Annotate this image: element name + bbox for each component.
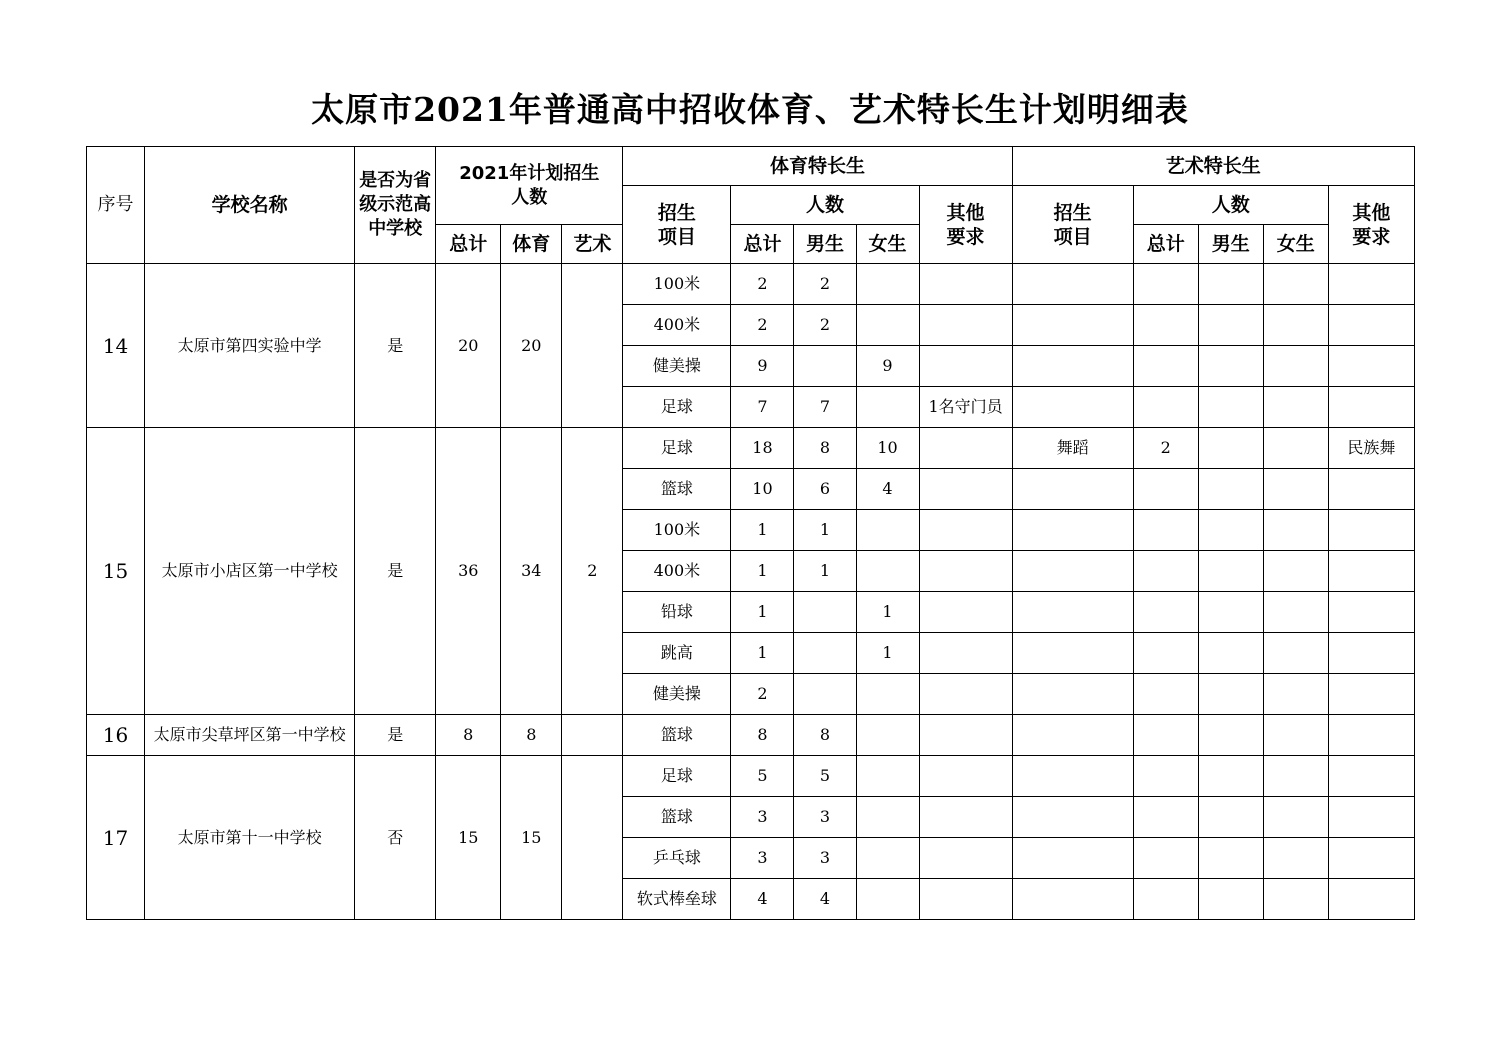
sport-total-cell: 2 [731, 305, 794, 346]
sport-male-cell: 8 [794, 715, 856, 756]
sport-other-cell [919, 633, 1012, 674]
header-art-female: 女生 [1263, 225, 1328, 264]
art-item-cell [1012, 838, 1133, 879]
art-total-cell [1133, 838, 1198, 879]
art-female-cell [1263, 879, 1328, 920]
table-row [87, 264, 1415, 305]
art-item-cell [1012, 510, 1133, 551]
art-other-cell [1328, 633, 1414, 674]
sport-total-cell: 9 [731, 346, 794, 387]
art-male-cell [1198, 387, 1263, 428]
art-total-cell [1133, 346, 1198, 387]
art-total-cell [1133, 510, 1198, 551]
sport-item-cell: 跳高 [623, 633, 731, 674]
art-item-cell [1012, 674, 1133, 715]
sport-total-cell: 2 [731, 264, 794, 305]
art-male-cell [1198, 592, 1263, 633]
sport-other-cell [919, 797, 1012, 838]
art-male-cell [1198, 674, 1263, 715]
sport-item-cell: 铅球 [623, 592, 731, 633]
art-other-cell [1328, 469, 1414, 510]
sport-item-cell: 健美操 [623, 346, 731, 387]
sport-item-cell: 足球 [623, 428, 731, 469]
sport-item-cell: 篮球 [623, 715, 731, 756]
plan-sport: 20 [501, 264, 562, 428]
art-other-cell [1328, 510, 1414, 551]
sport-item-cell: 100米 [623, 264, 731, 305]
sport-male-cell: 1 [794, 510, 856, 551]
art-female-cell [1263, 715, 1328, 756]
sport-total-cell: 4 [731, 879, 794, 920]
sport-male-cell: 7 [794, 387, 856, 428]
sport-other-cell [919, 838, 1012, 879]
art-male-cell [1198, 469, 1263, 510]
art-total-cell [1133, 715, 1198, 756]
school-seq: 15 [87, 428, 145, 715]
header-plan-sport: 体育 [501, 225, 562, 264]
header-plan-2021: 2021年计划招生人数 [436, 147, 623, 225]
school-seq: 17 [87, 756, 145, 920]
header-art-other: 其他要求 [1328, 186, 1414, 264]
art-male-cell [1198, 797, 1263, 838]
header-art-total: 总计 [1133, 225, 1198, 264]
table-body [87, 264, 1415, 920]
demo-flag: 是 [355, 264, 436, 428]
art-total-cell [1133, 879, 1198, 920]
sport-total-cell: 7 [731, 387, 794, 428]
art-total-cell [1133, 305, 1198, 346]
art-female-cell [1263, 756, 1328, 797]
sport-female-cell: 1 [856, 592, 919, 633]
art-total-cell [1133, 592, 1198, 633]
sport-total-cell: 18 [731, 428, 794, 469]
plan-total: 8 [436, 715, 501, 756]
header-sport-group: 体育特长生 [623, 147, 1012, 186]
art-male-cell [1198, 715, 1263, 756]
plan-sport: 8 [501, 715, 562, 756]
art-male-cell [1198, 756, 1263, 797]
art-total-cell [1133, 387, 1198, 428]
art-item-cell [1012, 797, 1133, 838]
art-other-cell [1328, 756, 1414, 797]
sport-other-cell [919, 674, 1012, 715]
header-sport-male: 男生 [794, 225, 856, 264]
art-item-cell [1012, 469, 1133, 510]
art-female-cell [1263, 510, 1328, 551]
art-other-cell [1328, 346, 1414, 387]
sport-other-cell [919, 346, 1012, 387]
art-male-cell [1198, 305, 1263, 346]
art-item-cell [1012, 551, 1133, 592]
sport-total-cell: 3 [731, 838, 794, 879]
art-total-cell: 2 [1133, 428, 1198, 469]
art-female-cell [1263, 264, 1328, 305]
sport-male-cell: 3 [794, 838, 856, 879]
school-name: 太原市尖草坪区第一中学校 [145, 715, 355, 756]
sport-total-cell: 2 [731, 674, 794, 715]
art-item-cell [1012, 305, 1133, 346]
art-total-cell [1133, 551, 1198, 592]
sport-male-cell: 3 [794, 797, 856, 838]
sport-item-cell: 篮球 [623, 469, 731, 510]
school-seq: 16 [87, 715, 145, 756]
header-art-item: 招生项目 [1012, 186, 1133, 264]
header-plan-art: 艺术 [562, 225, 623, 264]
sport-female-cell [856, 305, 919, 346]
sport-item-cell: 400米 [623, 551, 731, 592]
sport-female-cell [856, 387, 919, 428]
sport-female-cell [856, 797, 919, 838]
header-sport-count: 人数 [731, 186, 919, 225]
sport-male-cell [794, 674, 856, 715]
header-sport-item: 招生项目 [623, 186, 731, 264]
header-art-male: 男生 [1198, 225, 1263, 264]
table-row [87, 756, 1415, 797]
sport-item-cell: 健美操 [623, 674, 731, 715]
sport-male-cell [794, 633, 856, 674]
sport-male-cell: 5 [794, 756, 856, 797]
sport-total-cell: 3 [731, 797, 794, 838]
sport-female-cell: 10 [856, 428, 919, 469]
art-female-cell [1263, 674, 1328, 715]
plan-art [562, 264, 623, 428]
sport-female-cell [856, 674, 919, 715]
table-header [87, 147, 1415, 264]
school-name: 太原市第四实验中学 [145, 264, 355, 428]
table-row [87, 428, 1415, 469]
art-total-cell [1133, 633, 1198, 674]
art-other-cell [1328, 838, 1414, 879]
header-sport-other: 其他要求 [919, 186, 1012, 264]
art-item-cell [1012, 387, 1133, 428]
art-female-cell [1263, 592, 1328, 633]
header-sport-female: 女生 [856, 225, 919, 264]
sport-item-cell: 足球 [623, 387, 731, 428]
art-female-cell [1263, 469, 1328, 510]
sport-total-cell: 5 [731, 756, 794, 797]
sport-female-cell: 4 [856, 469, 919, 510]
sport-female-cell [856, 756, 919, 797]
sport-female-cell [856, 510, 919, 551]
art-female-cell [1263, 633, 1328, 674]
sport-female-cell [856, 264, 919, 305]
plan-table [86, 146, 1415, 920]
sport-total-cell: 1 [731, 633, 794, 674]
sport-total-cell: 10 [731, 469, 794, 510]
page-title: 太原市2021年普通高中招收体育、艺术特长生计划明细表 [311, 90, 1189, 129]
plan-sport: 15 [501, 756, 562, 920]
sport-total-cell: 8 [731, 715, 794, 756]
sport-item-cell: 100米 [623, 510, 731, 551]
art-male-cell [1198, 551, 1263, 592]
header-school-name: 学校名称 [145, 147, 355, 264]
sport-item-cell: 篮球 [623, 797, 731, 838]
sport-female-cell: 1 [856, 633, 919, 674]
plan-art [562, 756, 623, 920]
art-other-cell [1328, 305, 1414, 346]
demo-flag: 否 [355, 756, 436, 920]
sport-other-cell [919, 592, 1012, 633]
art-female-cell [1263, 551, 1328, 592]
art-other-cell [1328, 264, 1414, 305]
art-item-cell [1012, 715, 1133, 756]
sport-other-cell [919, 551, 1012, 592]
plan-total: 36 [436, 428, 501, 715]
sport-other-cell: 1名守门员 [919, 387, 1012, 428]
art-total-cell [1133, 674, 1198, 715]
sport-other-cell [919, 469, 1012, 510]
sport-male-cell: 6 [794, 469, 856, 510]
art-male-cell [1198, 633, 1263, 674]
art-item-cell [1012, 879, 1133, 920]
sport-total-cell: 1 [731, 551, 794, 592]
school-name: 太原市第十一中学校 [145, 756, 355, 920]
art-male-cell [1198, 428, 1263, 469]
art-total-cell [1133, 469, 1198, 510]
sport-female-cell [856, 879, 919, 920]
art-female-cell [1263, 346, 1328, 387]
sport-female-cell [856, 551, 919, 592]
art-male-cell [1198, 879, 1263, 920]
art-total-cell [1133, 264, 1198, 305]
sport-other-cell [919, 510, 1012, 551]
sport-other-cell [919, 756, 1012, 797]
art-item-cell: 舞蹈 [1012, 428, 1133, 469]
art-total-cell [1133, 756, 1198, 797]
plan-sport: 34 [501, 428, 562, 715]
sport-male-cell: 2 [794, 305, 856, 346]
table-row [87, 715, 1415, 756]
art-item-cell [1012, 346, 1133, 387]
art-male-cell [1198, 510, 1263, 551]
art-item-cell [1012, 592, 1133, 633]
art-item-cell [1012, 264, 1133, 305]
art-total-cell [1133, 797, 1198, 838]
art-male-cell [1198, 264, 1263, 305]
plan-total: 15 [436, 756, 501, 920]
header-seq: 序号 [87, 147, 145, 264]
plan-art [562, 715, 623, 756]
plan-total: 20 [436, 264, 501, 428]
sport-other-cell [919, 305, 1012, 346]
sport-male-cell: 2 [794, 264, 856, 305]
sport-male-cell: 1 [794, 551, 856, 592]
school-name: 太原市小店区第一中学校 [145, 428, 355, 715]
art-female-cell [1263, 797, 1328, 838]
sport-item-cell: 乒乓球 [623, 838, 731, 879]
art-item-cell [1012, 633, 1133, 674]
header-art-group: 艺术特长生 [1012, 147, 1414, 186]
sport-other-cell [919, 715, 1012, 756]
sport-male-cell: 4 [794, 879, 856, 920]
sport-total-cell: 1 [731, 510, 794, 551]
sport-other-cell [919, 428, 1012, 469]
art-other-cell [1328, 879, 1414, 920]
sport-male-cell [794, 346, 856, 387]
art-female-cell [1263, 387, 1328, 428]
sport-male-cell: 8 [794, 428, 856, 469]
header-plan-total: 总计 [436, 225, 501, 264]
art-other-cell [1328, 674, 1414, 715]
header-demo-school: 是否为省级示范高中学校 [355, 147, 436, 264]
art-female-cell [1263, 428, 1328, 469]
sport-total-cell: 1 [731, 592, 794, 633]
demo-flag: 是 [355, 428, 436, 715]
art-other-cell [1328, 551, 1414, 592]
art-female-cell [1263, 838, 1328, 879]
plan-art: 2 [562, 428, 623, 715]
art-other-cell [1328, 592, 1414, 633]
sport-female-cell [856, 715, 919, 756]
art-male-cell [1198, 838, 1263, 879]
school-seq: 14 [87, 264, 145, 428]
art-other-cell [1328, 797, 1414, 838]
sport-item-cell: 400米 [623, 305, 731, 346]
header-art-count: 人数 [1133, 186, 1328, 225]
art-item-cell [1012, 756, 1133, 797]
header-sport-total: 总计 [731, 225, 794, 264]
art-female-cell [1263, 305, 1328, 346]
sport-female-cell [856, 838, 919, 879]
sport-item-cell: 足球 [623, 756, 731, 797]
sport-other-cell [919, 879, 1012, 920]
demo-flag: 是 [355, 715, 436, 756]
sport-female-cell: 9 [856, 346, 919, 387]
art-other-cell [1328, 387, 1414, 428]
sport-item-cell: 软式棒垒球 [623, 879, 731, 920]
sport-male-cell [794, 592, 856, 633]
art-other-cell [1328, 715, 1414, 756]
art-other-cell: 民族舞 [1328, 428, 1414, 469]
sport-other-cell [919, 264, 1012, 305]
art-male-cell [1198, 346, 1263, 387]
